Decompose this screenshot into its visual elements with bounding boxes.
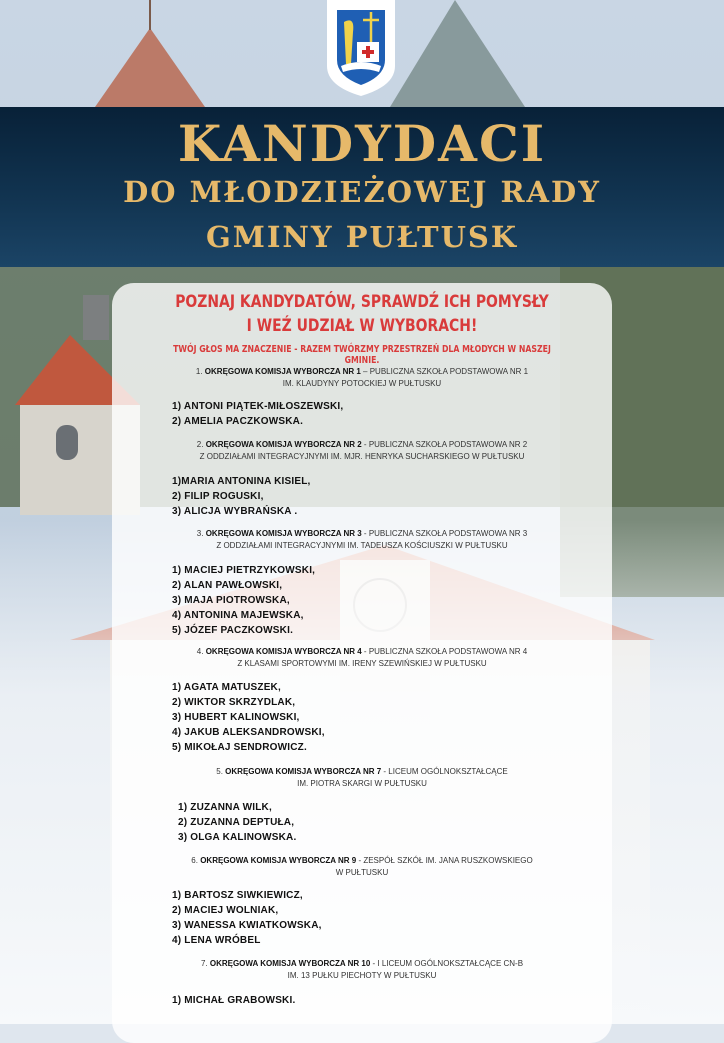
- candidate-item: 2) WIKTOR SKRZYDLAK,: [172, 697, 296, 708]
- page-subtitle-line2: GMINY PUŁTUSK: [205, 220, 519, 254]
- candidate-list: [178, 800, 296, 845]
- candidate-list: [172, 888, 322, 948]
- committee-header: 6. OKRĘGOWA KOMISJA WYBORCZA NR 9 - ZESPÓŁ SZKÓŁ IM. JANA RUSZKOWSKIEGO W PUŁTUSKU: [191, 856, 533, 877]
- committee-header: 2. OKRĘGOWA KOMISJA WYBORCZA NR 2 - PUBLICZNA SZKOŁA PODSTAWOWA NR 2 Z ODDZIAŁAMI INTEGRACYJNYMI IM. MJR. HENRYKA SUCHARSKIEGO W PUŁTUSKU: [196, 440, 528, 461]
- committee-header: 3. OKRĘGOWA KOMISJA WYBORCZA NR 3 - PUBLICZNA SZKOŁA PODSTAWOWA NR 3 Z ODDZIAŁAMI INTEGRACYJNYMI IM. TADEUSZA KOŚCIUSZKI W PUŁTUSKU: [196, 529, 528, 550]
- candidate-list: [172, 680, 325, 755]
- page-title: KANDYDACI: [177, 114, 547, 173]
- candidate-item: 3) WANESSA KWIATKOWSKA,: [172, 920, 322, 931]
- candidate-item: 2) ALAN PAWŁOWSKI,: [172, 580, 283, 591]
- candidate-item: 3) ALICJA WYBRAŃSKA .: [172, 506, 298, 517]
- page-subtitle-line1: DO MŁODZIEŻOWEJ RADY: [123, 175, 601, 209]
- candidate-item: 1) AGATA MATUSZEK,: [172, 682, 281, 693]
- candidate-list: [172, 399, 343, 429]
- candidate-item: 2) FILIP ROGUSKI,: [172, 491, 264, 502]
- candidate-item: 5) MIKOŁAJ SENDROWICZ.: [172, 742, 307, 753]
- candidate-item: 4) ANTONINA MAJEWSKA,: [172, 610, 304, 621]
- candidate-item: 4) JAKUB ALEKSANDROWSKI,: [172, 727, 325, 738]
- candidate-item: 1) ZUZANNA WILK,: [178, 802, 272, 813]
- candidate-list: [172, 474, 311, 519]
- candidate-item: 1) MACIEJ PIETRZYKOWSKI,: [172, 565, 316, 576]
- intro-headline-2: I WEŹ UDZIAŁ W WYBORACH!: [246, 316, 478, 336]
- candidate-item: 2) AMELIA PACZKOWSKA.: [172, 416, 304, 427]
- candidate-item: 3) OLGA KALINOWSKA.: [178, 832, 297, 843]
- candidate-item: 1)MARIA ANTONINA KISIEL,: [172, 476, 311, 487]
- candidate-item: 3) HUBERT KALINOWSKI,: [172, 712, 300, 723]
- candidate-item: 2) ZUZANNA DEPTUŁA,: [178, 817, 295, 828]
- candidate-item: 2) MACIEJ WOLNIAK,: [172, 905, 279, 916]
- committee-header: 5. OKRĘGOWA KOMISJA WYBORCZA NR 7 - LICEUM OGÓLNOKSZTAŁCĄCE IM. PIOTRA SKARGI W PUŁTUSKU: [216, 767, 508, 788]
- committee-header: 4. OKRĘGOWA KOMISJA WYBORCZA NR 4 - PUBLICZNA SZKOŁA PODSTAWOWA NR 4 Z KLASAMI SPORTOWYMI IM. IRENY SZEWIŃSKIEJ W PUŁTUSKU: [196, 647, 528, 668]
- candidate-item: 3) MAJA PIOTROWSKA,: [172, 595, 290, 606]
- candidate-item: 5) JÓZEF PACZKOWSKI.: [172, 625, 294, 636]
- candidate-item: 4) LENA WRÓBEL: [172, 935, 261, 946]
- coat-of-arms-logo: [313, 0, 409, 96]
- candidate-item: 1) BARTOSZ SIWKIEWICZ,: [172, 890, 303, 901]
- candidate-list: [172, 993, 295, 1008]
- intro-tagline: TWÓJ GŁOS MA ZNACZENIE - RAZEM TWÓRZMY PRZESTRZEŃ DLA MŁODYCH W NASZEJ GMINIE.: [173, 344, 551, 366]
- candidate-item: 1) ANTONI PIĄTEK-MIŁOSZEWSKI,: [172, 401, 344, 412]
- candidate-item: 1) MICHAŁ GRABOWSKI.: [172, 995, 296, 1006]
- committee-header: 7. OKRĘGOWA KOMISJA WYBORCZA NR 10 - I LICEUM OGÓLNOKSZTAŁCĄCE CN-B IM. 13 PUŁKU PIECHOTY W PUŁTUSKU: [200, 959, 524, 980]
- intro-headline: POZNAJ KANDYDATÓW, SPRAWDŹ ICH POMYSŁY: [175, 292, 549, 312]
- candidate-list: [172, 563, 315, 638]
- committee-header: 1. OKRĘGOWA KOMISJA WYBORCZA NR 1 – PUBLICZNA SZKOŁA PODSTAWOWA NR 1 IM. KLAUDYNY POTOCKIEJ W PUŁTUSKU: [195, 367, 529, 388]
